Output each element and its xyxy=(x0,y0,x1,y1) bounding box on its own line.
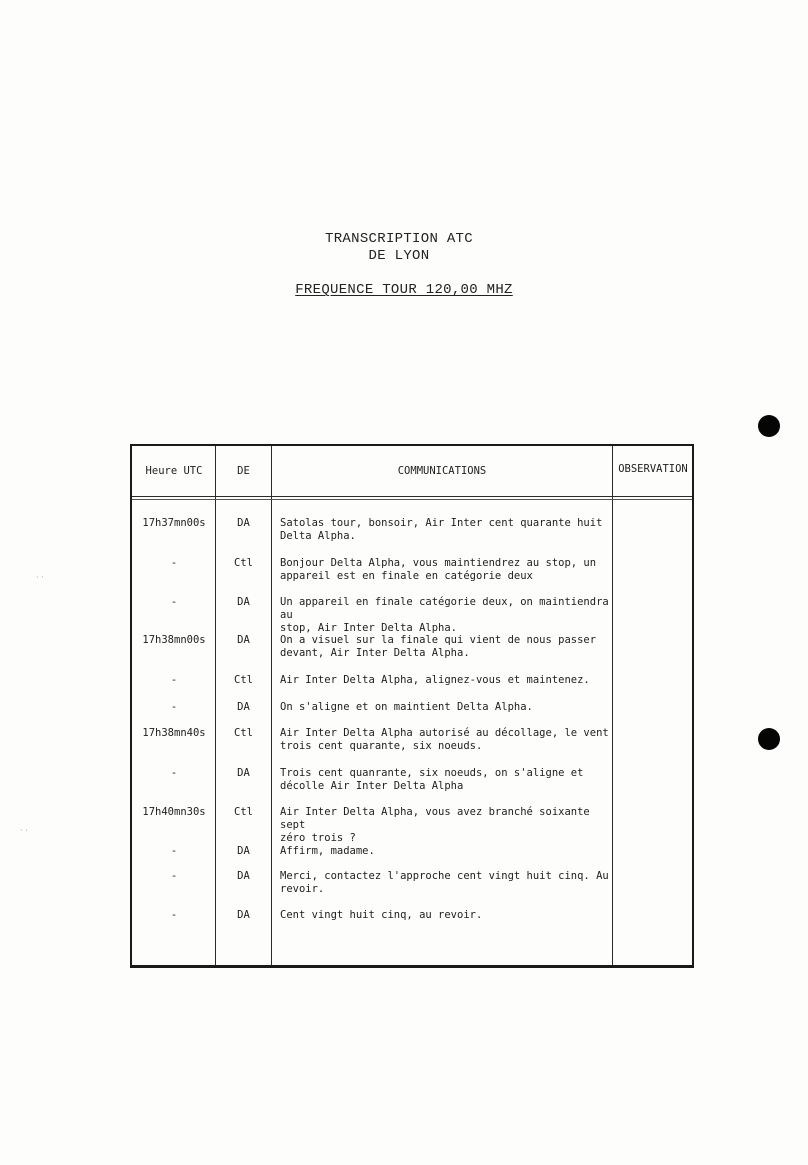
row-from: DA xyxy=(237,767,250,779)
row-time: - xyxy=(170,701,178,713)
row-time: - xyxy=(170,767,178,779)
frequency-heading xyxy=(0,282,808,298)
row-communication: Satolas tour, bonsoir, Air Inter cent quarante huit Delta Alpha. xyxy=(280,517,603,542)
column-header-communications: COMMUNICATIONS xyxy=(397,465,487,477)
row-time: - xyxy=(170,596,178,608)
row-time: - xyxy=(170,557,178,569)
column-header-time: Heure UTC xyxy=(145,465,203,477)
punch-hole-top xyxy=(758,415,780,437)
row-communication: On s'aligne et on maintient Delta Alpha. xyxy=(280,701,533,713)
row-communication: Merci, contactez l'approche cent vingt huit cinq. Au revoir. xyxy=(280,870,609,895)
row-communication: Air Inter Delta Alpha autorisé au décollage, le vent trois cent quarante, six noeuds. xyxy=(280,727,609,752)
row-communication: Air Inter Delta Alpha, alignez-vous et maintenez. xyxy=(280,674,590,686)
punch-hole-bottom xyxy=(758,728,780,750)
row-communication: Trois cent quanrante, six noeuds, on s'aligne et décolle Air Inter Delta Alpha xyxy=(280,767,584,792)
row-from: DA xyxy=(237,596,250,608)
paper-speck: · · xyxy=(36,573,44,582)
row-from: Ctl xyxy=(234,727,253,739)
row-time: - xyxy=(170,674,178,686)
row-communication: On a visuel sur la finale qui vient de nous passer devant, Air Inter Delta Alpha. xyxy=(280,634,597,659)
row-time: - xyxy=(170,909,178,921)
row-from: DA xyxy=(237,870,250,882)
row-from: Ctl xyxy=(234,806,253,818)
frequency-text: FREQUENCE TOUR 120,00 MHZ xyxy=(295,282,513,298)
column-divider xyxy=(612,446,613,965)
header-rule xyxy=(132,499,692,500)
row-from: Ctl xyxy=(234,674,253,686)
row-communication: Cent vingt huit cinq, au revoir. xyxy=(280,909,483,921)
column-header-from: DE xyxy=(237,465,250,477)
row-from: DA xyxy=(237,909,250,921)
document-title: TRANSCRIPTION ATC xyxy=(325,231,473,247)
row-time: - xyxy=(170,845,178,857)
row-communication: Bonjour Delta Alpha, vous maintiendrez au stop, un appareil est en finale en catégorie deux xyxy=(280,557,597,582)
row-from: DA xyxy=(237,845,250,857)
row-time: 17h38mn40s xyxy=(142,727,206,739)
column-header-observation: OBSERVATION xyxy=(618,463,688,475)
row-from: DA xyxy=(237,701,250,713)
row-communication: Air Inter Delta Alpha, vous avez branché soixante sept zéro trois ? xyxy=(280,806,590,844)
row-from: Ctl xyxy=(234,557,253,569)
row-from: DA xyxy=(237,517,250,529)
column-divider xyxy=(271,446,272,965)
row-communication: Affirm, madame. xyxy=(280,845,375,857)
document-subtitle: DE LYON xyxy=(368,248,430,264)
row-from: DA xyxy=(237,634,250,646)
row-time: - xyxy=(170,870,178,882)
row-time: 17h38mn00s xyxy=(142,634,206,646)
row-time: 17h37mn00s xyxy=(142,517,206,529)
transcription-table xyxy=(130,444,694,968)
row-communication: Un appareil en finale catégorie deux, on maintiendra au stop, Air Inter Delta Alpha. xyxy=(280,596,609,634)
paper-speck: · · xyxy=(20,826,28,835)
row-time: 17h40mn30s xyxy=(142,806,206,818)
header-rule xyxy=(132,496,692,497)
